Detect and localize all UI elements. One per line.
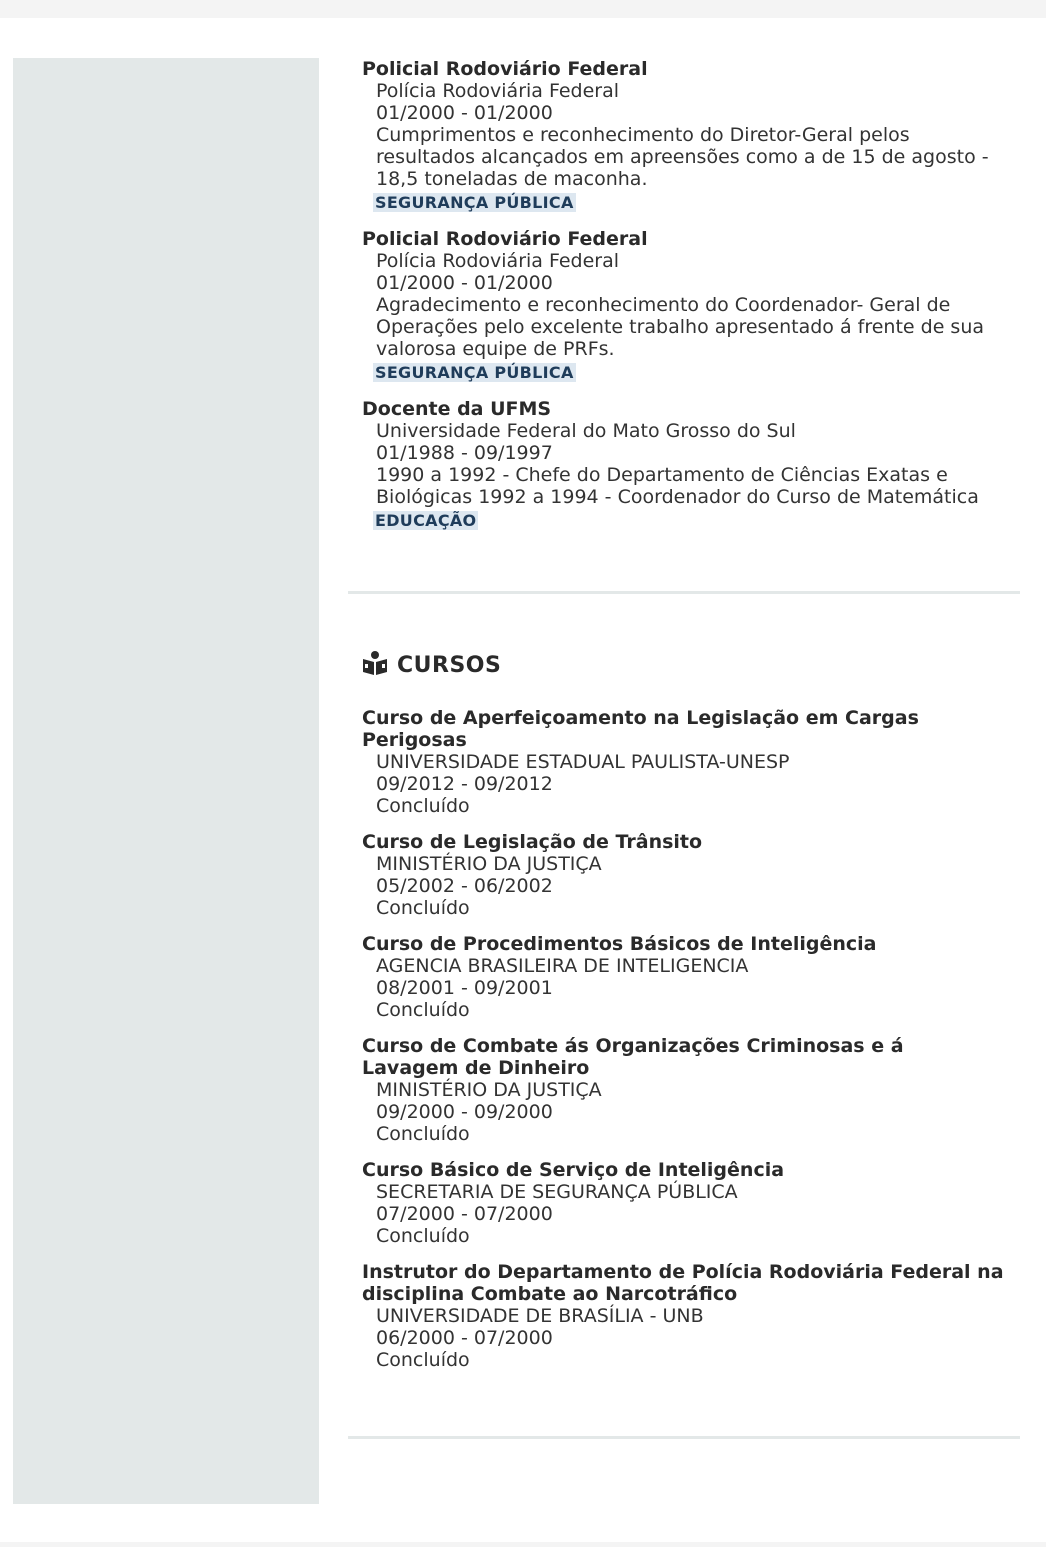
top-band: [0, 0, 1046, 18]
experience-description-line: Agradecimento e reconhecimento do Coordenador- Geral de: [376, 294, 951, 316]
course-institution: MINISTÉRIO DA JUSTIÇA: [376, 853, 602, 875]
experience-title: Policial Rodoviário Federal: [362, 58, 648, 80]
experience-period: 01/2000 - 01/2000: [376, 272, 553, 294]
experience-list: [362, 58, 1022, 546]
course-institution: UNIVERSIDADE ESTADUAL PAULISTA-UNESP: [376, 751, 790, 773]
section-title: CURSOS: [397, 652, 502, 678]
courses-list: [362, 707, 1022, 1385]
experience-period: 01/1988 - 09/1997: [376, 442, 553, 464]
experience-description-line: 18,5 toneladas de maconha.: [376, 168, 648, 190]
course-status: Concluído: [376, 795, 470, 817]
course-title-line: Curso de Aperfeiçoamento na Legislação em Cargas: [362, 707, 919, 729]
course-title-line: Instrutor do Departamento de Polícia Rodoviária Federal na: [362, 1261, 1004, 1283]
experience-item: [362, 398, 1022, 530]
experience-item: [362, 58, 1022, 212]
course-period: 09/2000 - 09/2000: [376, 1101, 553, 1123]
course-title-line: Curso Básico de Serviço de Inteligência: [362, 1159, 785, 1181]
experience-area-tag: SEGURANÇA PÚBLICA: [375, 363, 574, 382]
experience-description-line: valorosa equipe de PRFs.: [376, 338, 615, 360]
course-status: Concluído: [376, 1225, 470, 1247]
course-institution: SECRETARIA DE SEGURANÇA PÚBLICA: [376, 1181, 738, 1203]
experience-item: [362, 228, 1022, 382]
experience-title: Docente da UFMS: [362, 398, 552, 420]
course-period: 07/2000 - 07/2000: [376, 1203, 553, 1225]
course-item: [362, 831, 1022, 919]
experience-description-line: Operações pelo excelente trabalho apresentado á frente de sua: [376, 316, 985, 338]
course-title-line: Lavagem de Dinheiro: [362, 1057, 590, 1079]
course-item: [362, 1159, 1022, 1247]
experience-org: Polícia Rodoviária Federal: [376, 80, 620, 102]
experience-title: Policial Rodoviário Federal: [362, 228, 648, 250]
course-title-line: Curso de Procedimentos Básicos de Inteligência: [362, 933, 877, 955]
experience-org: Polícia Rodoviária Federal: [376, 250, 620, 272]
section-divider: [348, 591, 1020, 594]
course-status: Concluído: [376, 897, 470, 919]
course-status: Concluído: [376, 1123, 470, 1145]
course-item: [362, 1261, 1022, 1371]
courses-section-header: [362, 650, 501, 680]
course-institution: UNIVERSIDADE DE BRASÍLIA - UNB: [376, 1305, 704, 1327]
experience-description-line: Cumprimentos e reconhecimento do Diretor-Geral pelos: [376, 124, 910, 146]
course-title-line: disciplina Combate ao Narcotráfico: [362, 1283, 738, 1305]
course-status: Concluído: [376, 999, 470, 1021]
course-title-line: Curso de Legislação de Trânsito: [362, 831, 703, 853]
course-period: 09/2012 - 09/2012: [376, 773, 553, 795]
course-title-line: Curso de Combate ás Organizações Criminosas e á: [362, 1035, 904, 1057]
course-title-line: Perigosas: [362, 729, 467, 751]
course-institution: MINISTÉRIO DA JUSTIÇA: [376, 1079, 602, 1101]
section-divider: [348, 1436, 1020, 1439]
course-period: 05/2002 - 06/2002: [376, 875, 553, 897]
course-item: [362, 707, 1022, 817]
course-item: [362, 933, 1022, 1021]
experience-description-line: 1990 a 1992 - Chefe do Departamento de Ciências Exatas e: [376, 464, 948, 486]
experience-area-tag: SEGURANÇA PÚBLICA: [375, 193, 574, 212]
bottom-band: [0, 1542, 1046, 1547]
experience-description-line: resultados alcançados em apreensões como a de 15 de agosto -: [376, 146, 989, 168]
reader-icon: [362, 650, 388, 680]
sidebar-panel: [13, 58, 319, 1504]
course-period: 08/2001 - 09/2001: [376, 977, 553, 999]
experience-area-tag: EDUCAÇÃO: [375, 511, 477, 530]
experience-description-line: Biológicas 1992 a 1994 - Coordenador do Curso de Matemática: [376, 486, 979, 508]
course-institution: AGENCIA BRASILEIRA DE INTELIGENCIA: [376, 955, 749, 977]
experience-period: 01/2000 - 01/2000: [376, 102, 553, 124]
course-period: 06/2000 - 07/2000: [376, 1327, 553, 1349]
course-status: Concluído: [376, 1349, 470, 1371]
experience-org: Universidade Federal do Mato Grosso do Sul: [376, 420, 796, 442]
course-item: [362, 1035, 1022, 1145]
